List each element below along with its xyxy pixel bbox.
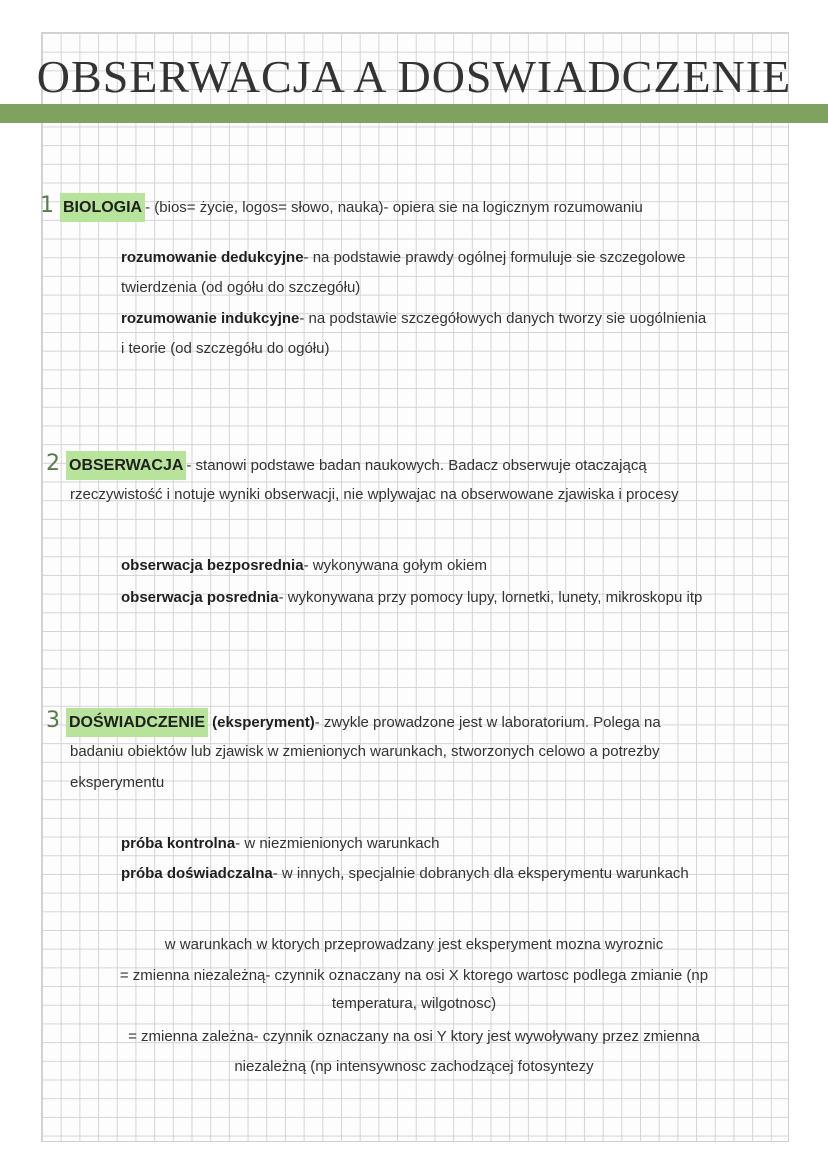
deductive-reasoning-line (121, 249, 685, 266)
section-3-description: - zwykle prowadzone jest w laboratorium. Polega na (314, 714, 661, 731)
indirect-observation-line (121, 589, 702, 606)
section-3-heading-line (46, 708, 661, 733)
dependent-variable-line: = zmienna zależna- czynnik oznaczany na osi Y ktory jest wywoływany przez zmienna (128, 1028, 700, 1045)
independent-variable-cont: temperatura, wilgotnosc) (331, 995, 497, 1012)
experimental-sample-term: próba doświadczalna (121, 865, 273, 882)
deductive-definition-cont: twierdzenia (od ogółu do szczegółu) (121, 279, 361, 296)
control-sample-line (121, 835, 439, 852)
section-3-description-cont-2: eksperymentu (70, 774, 165, 791)
section-1-heading-line (40, 193, 643, 218)
inductive-reasoning-line (121, 310, 706, 327)
direct-observation-line (121, 557, 487, 574)
indirect-observation-definition: - wykonywana przy pomocy lupy, lornetki, lunety, mikroskopu itp (278, 589, 703, 606)
deductive-term: rozumowanie dedukcyjne (121, 249, 304, 266)
section-1-description: - (bios= życie, logos= słowo, nauka)- opiera sie na logicznym rozumowaniu (145, 199, 643, 216)
section-3-description-cont-1: badaniu obiektów lub zjawisk w zmienionych warunkach, stworzonych celowo a potrezby (70, 743, 660, 760)
section-3-number: 3 (46, 708, 60, 733)
independent-variable-line: = zmienna niezależną- czynnik oznaczany na osi X ktorego wartosc podlega zmianie (np (119, 967, 709, 984)
section-3-subtitle: (eksperyment) (208, 714, 315, 731)
section-2-description: - stanowi podstawe badan naukowych. Badacz obserwuje otaczającą (186, 457, 647, 474)
section-2-number: 2 (46, 451, 60, 476)
section-1-title: BIOLOGIA (60, 193, 145, 222)
inductive-term: rozumowanie indukcyjne (121, 310, 300, 327)
indirect-observation-term: obserwacja posrednia (121, 589, 279, 606)
title-underline-bar (0, 104, 828, 123)
section-2-description-cont: rzeczywistość i notuje wyniki obserwacji, nie wplywajac na obserwowane zjawiska i procesy (70, 486, 679, 503)
section-3-title: DOŚWIADCZENIE (66, 708, 208, 737)
page-title: OBSERWACJA A DOSWIADCZENIE (36, 51, 792, 102)
section-2-title: OBSERWACJA (66, 451, 186, 480)
deductive-definition: - na podstawie prawdy ogólnej formuluje sie szczegolowe (303, 249, 686, 266)
inductive-definition-cont: i teorie (od szczegółu do ogółu) (121, 340, 330, 357)
section-2-heading-line (46, 451, 647, 476)
inductive-definition: - na podstawie szczegółowych danych tworzy sie uogólnienia (299, 310, 707, 327)
variables-intro: w warunkach w ktorych przeprowadzany jest eksperyment mozna wyroznic (164, 936, 664, 953)
section-1-number: 1 (40, 193, 54, 218)
dependent-variable-cont: niezależną (np intensywnosc zachodzącej fotosyntezy (234, 1058, 594, 1075)
experimental-sample-line (121, 865, 689, 882)
experimental-sample-definition: - w innych, specjalnie dobranych dla eksperymentu warunkach (272, 865, 689, 882)
direct-observation-definition: - wykonywana gołym okiem (303, 557, 487, 574)
control-sample-term: próba kontrolna (121, 835, 236, 852)
control-sample-definition: - w niezmienionych warunkach (235, 835, 440, 852)
direct-observation-term: obserwacja bezposrednia (121, 557, 304, 574)
